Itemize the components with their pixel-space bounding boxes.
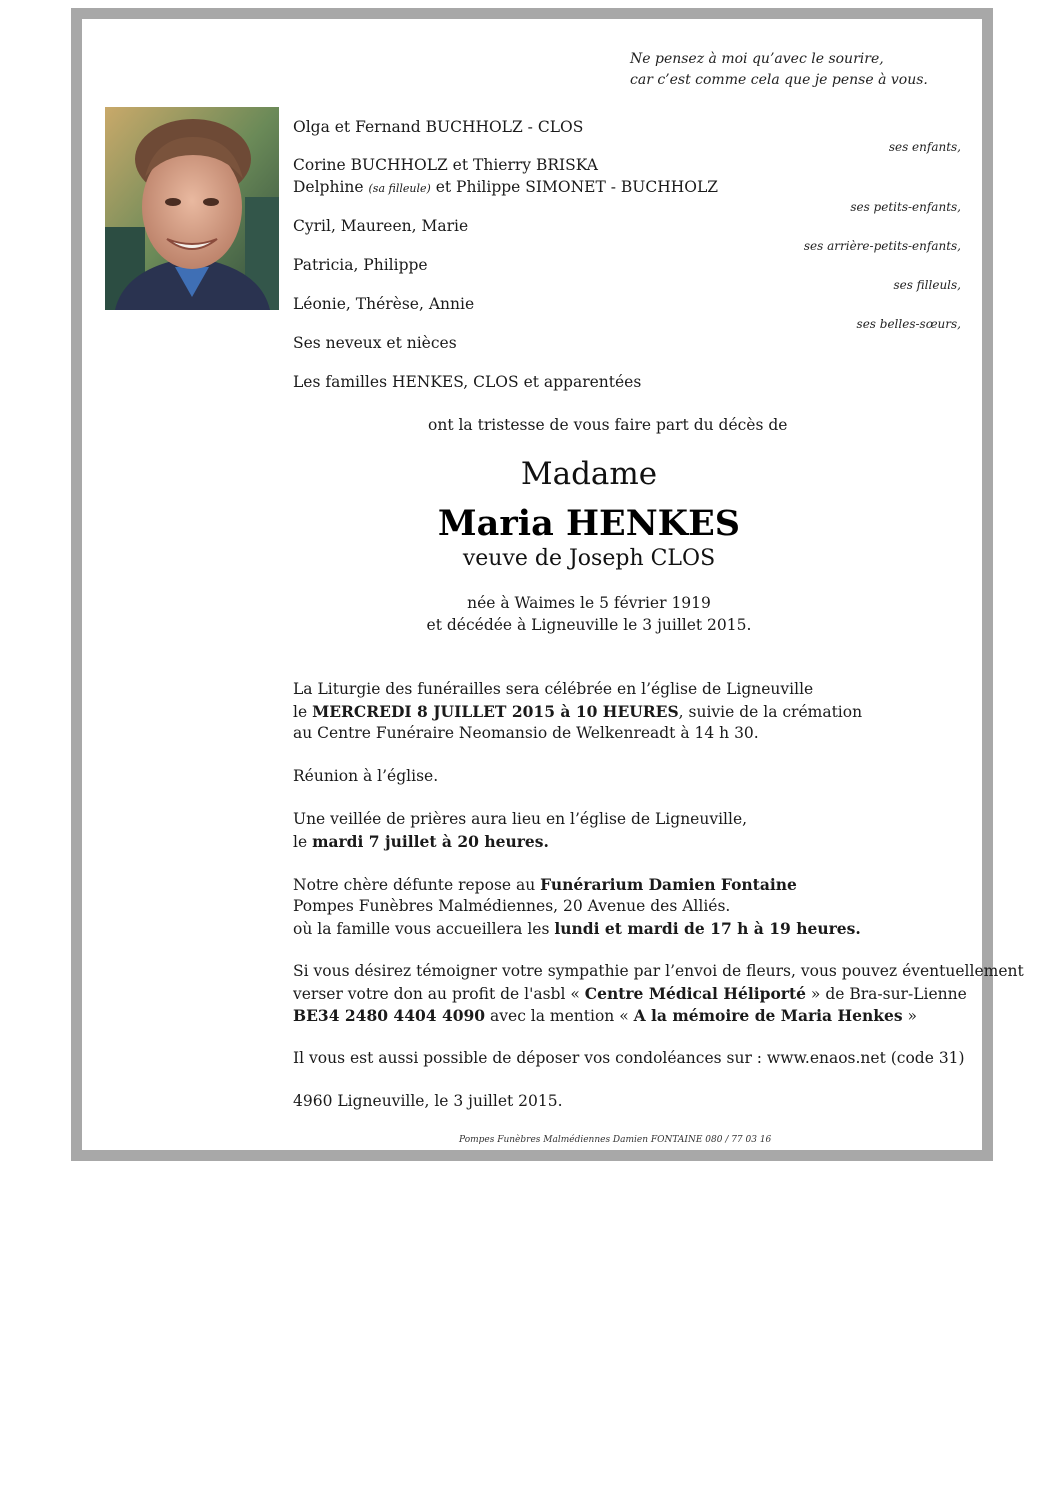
funeral-line-2 <box>293 702 862 721</box>
poem <box>630 49 928 91</box>
mention-prefix: avec la mention « <box>485 1007 634 1025</box>
condolences: Il vous est aussi possible de déposer vos condoléances sur : www.enaos.net (code 31) <box>293 1049 965 1067</box>
family-sisters-in-law: Léonie, Thérèse, Annie <box>293 295 475 313</box>
rest-line-1 <box>293 875 797 894</box>
charity-name: Centre Médical Héliporté <box>584 984 806 1003</box>
vigil-line-2 <box>293 832 549 851</box>
funerarium-name: Funérarium Damien Fontaine <box>540 875 797 894</box>
poem-line-2: car c’est comme cela que je pense à vous. <box>630 72 928 88</box>
rest-prefix: Notre chère défunte repose au <box>293 876 541 894</box>
visit-hours: lundi et mardi de 17 h à 19 heures. <box>554 919 861 938</box>
reunion: Réunion à l’église. <box>293 767 439 785</box>
obituary-card <box>71 8 1024 1161</box>
family-nephews: Ses neveux et nièces <box>293 334 457 352</box>
vigil-line-1: Une veillée de prières aura lieu en l’église de Ligneuville, <box>293 810 748 828</box>
donation-prefix: verser votre don au profit de l'asbl « <box>293 985 585 1003</box>
funeral-suffix: , suivie de la crémation <box>678 703 863 721</box>
family-great-grandchildren: Cyril, Maureen, Marie <box>293 217 469 235</box>
grandchild-name: Delphine <box>293 178 369 196</box>
deceased-name: Maria HENKES <box>437 503 741 544</box>
place-date: 4960 Ligneuville, le 3 juillet 2015. <box>293 1092 563 1110</box>
godchild-note: (sa filleule) <box>368 182 431 195</box>
poem-line-1: Ne pensez à moi qu’avec le sourire, <box>630 51 884 67</box>
vigil-date: mardi 7 juillet à 20 heures. <box>312 832 549 851</box>
announcement: ont la tristesse de vous faire part du décès de <box>428 416 788 434</box>
footer-funeral-home: Pompes Funèbres Malmédiennes Damien FONTAINE 080 / 77 03 16 <box>459 1135 772 1145</box>
visit-prefix: où la famille vous accueillera les <box>293 920 555 938</box>
relation-children: ses enfants, <box>888 140 961 154</box>
family-grandchildren-2 <box>293 178 718 196</box>
family-grandchildren-1: Corine BUCHHOLZ et Thierry BRISKA <box>293 156 598 174</box>
sympathy-line-3 <box>293 1006 917 1025</box>
vigil-prefix: le <box>293 833 313 851</box>
sympathy-line-1: Si vous désirez témoigner votre sympathie par l’envoi de fleurs, vous pouvez éventuellement <box>293 962 1024 980</box>
relation-godchildren: ses filleuls, <box>893 278 961 292</box>
family-families: Les familles HENKES, CLOS et apparentées <box>293 373 642 391</box>
deceased-widow: veuve de Joseph CLOS <box>462 546 716 571</box>
death-info: et décédée à Ligneuville le 3 juillet 2015. <box>426 616 752 634</box>
grandchild-partner: et Philippe SIMONET - BUCHHOLZ <box>430 178 719 196</box>
rest-line-3 <box>293 919 861 938</box>
rest-line-2: Pompes Funèbres Malmédiennes, 20 Avenue des Alliés. <box>293 897 731 915</box>
relation-sisters-in-law: ses belles-sœurs, <box>856 317 961 331</box>
birth-info: née à Waimes le 5 février 1919 <box>467 594 711 612</box>
funeral-line-1: La Liturgie des funérailles sera célébrée en l’église de Ligneuville <box>293 680 814 698</box>
funeral-prefix: le <box>293 703 313 721</box>
mention-suffix: » <box>902 1007 918 1025</box>
relation-grandchildren: ses petits-enfants, <box>850 200 961 214</box>
funeral-date: MERCREDI 8 JUILLET 2015 à 10 HEURES <box>312 702 679 721</box>
deceased-title: Madame <box>520 456 658 492</box>
charity-location: » de Bra-sur-Lienne <box>805 985 967 1003</box>
funeral-line-3: au Centre Funéraire Neomansio de Welkenreadt à 14 h 30. <box>293 724 759 742</box>
relation-great-grandchildren: ses arrière-petits-enfants, <box>803 239 961 253</box>
mention-text: A la mémoire de Maria Henkes <box>633 1006 903 1025</box>
portrait-photo <box>105 107 279 310</box>
iban: BE34 2480 4404 4090 <box>293 1006 486 1025</box>
family-godchildren: Patricia, Philippe <box>293 256 428 274</box>
sympathy-line-2 <box>293 984 967 1003</box>
family-children: Olga et Fernand BUCHHOLZ - CLOS <box>293 118 584 136</box>
